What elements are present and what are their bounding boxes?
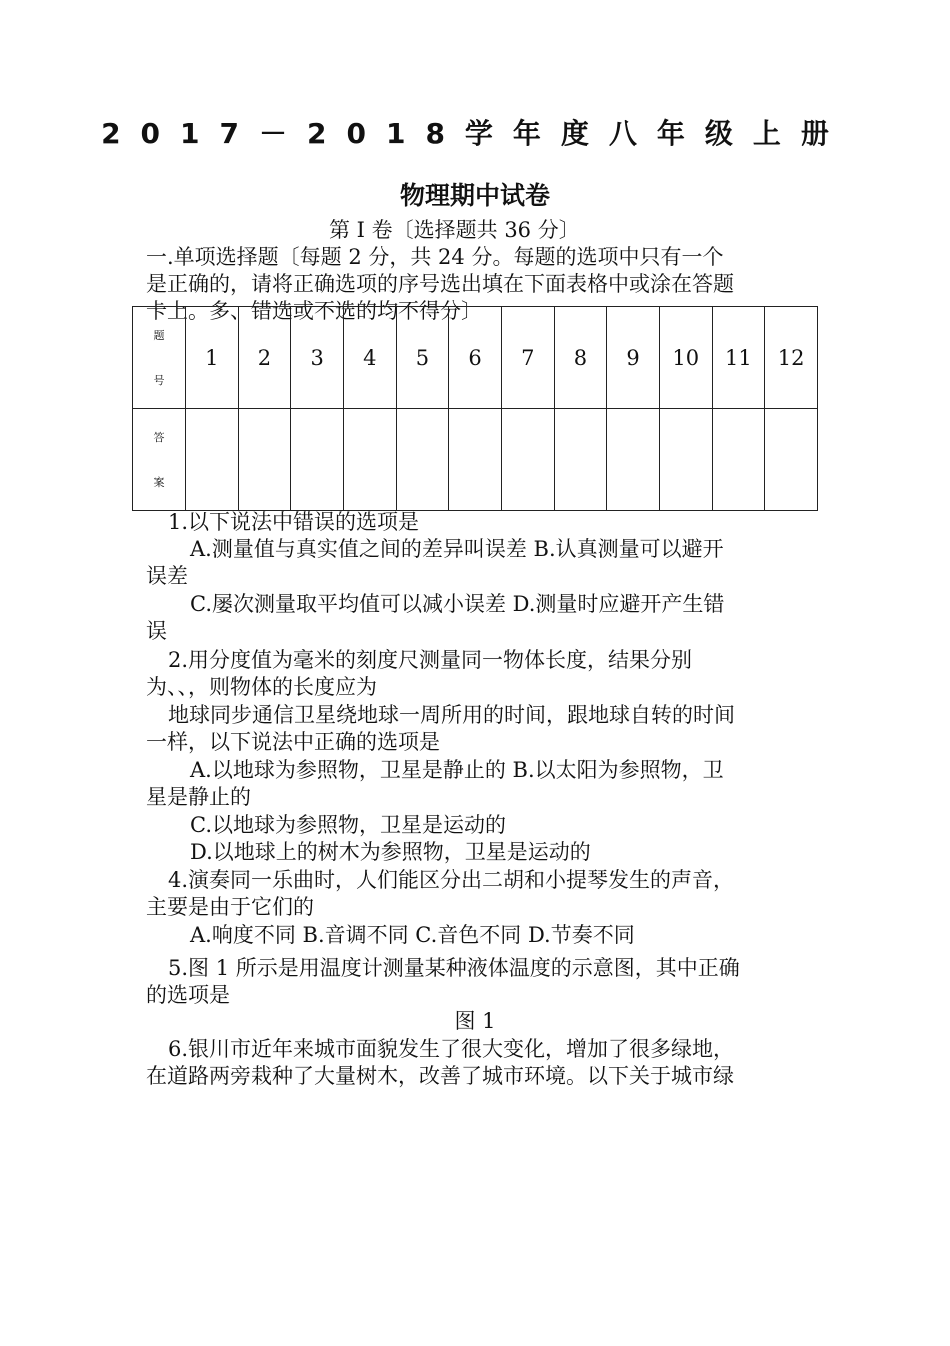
answer-cell[interactable]	[607, 409, 660, 511]
question-option: C.屡次测量取平均值可以减小误差 D.测量时应避开产生错	[190, 592, 725, 616]
question-number-cell: 10	[659, 307, 712, 409]
answer-cell[interactable]	[765, 409, 818, 511]
answer-cell[interactable]	[554, 409, 607, 511]
question-stem: 地球同步通信卫星绕地球一周所用的时间，跟地球自转的时间	[168, 703, 735, 727]
question-option: A.以地球为参照物，卫星是静止的 B.以太阳为参照物，卫	[190, 758, 724, 782]
row-label-char: 题	[153, 329, 165, 342]
question-number-cell: 4	[343, 307, 396, 409]
row-label-char: 案	[153, 476, 165, 489]
question-stem: 6.银川市近年来城市面貌发生了很大变化，增加了很多绿地，	[168, 1037, 735, 1061]
question-stem: 在道路两旁栽种了大量树木，改善了城市环境。以下关于城市绿	[146, 1064, 734, 1088]
question-option: A.响度不同 B.音调不同 C.音色不同 D.节奏不同	[190, 923, 635, 947]
question-option: 误	[146, 619, 167, 643]
question-stem: 的选项是	[146, 983, 230, 1007]
answer-cell[interactable]	[449, 409, 502, 511]
question-number-cell: 6	[449, 307, 502, 409]
instruction-line: 一.单项选择题〔每题 2 分，共 24 分。每题的选项中只有一个	[146, 245, 724, 269]
question-option: 星是静止的	[146, 785, 251, 809]
question-option: 误差	[146, 564, 188, 588]
answer-cell[interactable]	[712, 409, 765, 511]
row-label-char: 号	[153, 374, 165, 387]
answer-cell[interactable]	[501, 409, 554, 511]
question-number-cell: 2	[238, 307, 291, 409]
question-stem: 主要是由于它们的	[146, 895, 314, 919]
question-stem: 4.演奏同一乐曲时，人们能区分出二胡和小提琴发生的声音，	[168, 868, 735, 892]
exam-subtitle: 物理期中试卷	[399, 181, 550, 210]
question-stem: 1.以下说法中错误的选项是	[168, 510, 420, 534]
question-option: C.以地球为参照物，卫星是运动的	[190, 813, 506, 837]
answer-cell[interactable]	[343, 409, 396, 511]
answer-cell[interactable]	[396, 409, 449, 511]
question-option: D.以地球上的树木为参照物，卫星是运动的	[190, 840, 591, 864]
figure-caption: 图 1	[454, 1009, 496, 1033]
row-label-number	[133, 307, 186, 409]
question-number-cell: 3	[291, 307, 344, 409]
row-label-answer	[133, 409, 186, 511]
answer-cell[interactable]	[238, 409, 291, 511]
instruction-line: 是正确的，请将正确选项的序号选出填在下面表格中或涂在答题	[146, 272, 734, 296]
answer-cell[interactable]	[659, 409, 712, 511]
question-number-cell: 8	[554, 307, 607, 409]
question-stem: 为、、，则物体的长度应为	[146, 675, 377, 699]
question-number-cell: 1	[186, 307, 239, 409]
section-heading: 第 I 卷〔选择题共 36 分〕	[329, 218, 580, 242]
question-number-cell: 12	[765, 307, 818, 409]
question-stem: 5.图 1 所示是用温度计测量某种液体温度的示意图，其中正确	[168, 956, 740, 980]
answer-cell[interactable]	[291, 409, 344, 511]
answer-table	[132, 306, 818, 511]
question-option: A.测量值与真实值之间的差异叫误差 B.认真测量可以避开	[190, 537, 724, 561]
question-stem: 2.用分度值为毫米的刻度尺测量同一物体长度，结果分别	[168, 648, 693, 672]
row-label-char: 答	[153, 431, 165, 444]
question-number-cell: 7	[501, 307, 554, 409]
instruction-line: 卡上。多、错选或不选的均不得分〕	[146, 299, 482, 323]
answer-cell[interactable]	[186, 409, 239, 511]
question-number-cell: 11	[712, 307, 765, 409]
question-number-cell: 9	[607, 307, 660, 409]
question-number-cell: 5	[396, 307, 449, 409]
question-stem: 一样，以下说法中正确的选项是	[146, 730, 440, 754]
exam-title: 2017－2018学年度八年级上册	[101, 117, 849, 150]
